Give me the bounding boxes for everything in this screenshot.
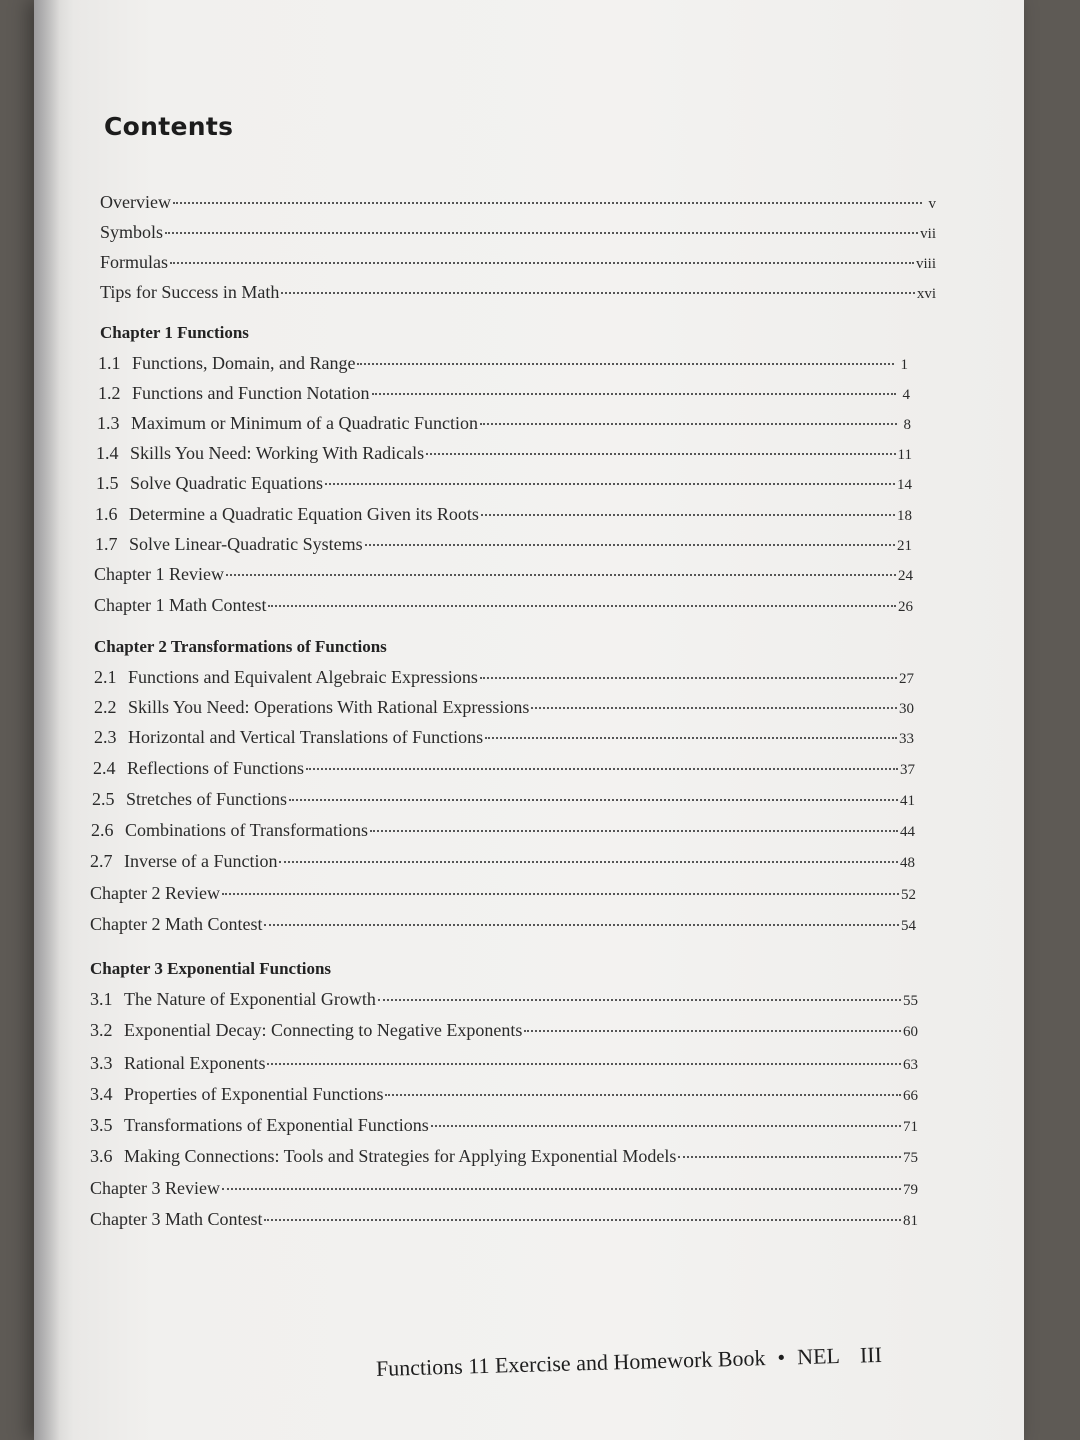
toc-entry-page: 33 — [899, 731, 914, 747]
toc-entry-label — [94, 697, 529, 718]
section-title: Exponential Decay: Connecting to Negative Exponents — [124, 1020, 523, 1040]
dot-leader — [481, 514, 895, 516]
toc-entry-label — [90, 851, 277, 872]
toc-entry-page: 11 — [897, 447, 912, 463]
dot-leader — [372, 393, 897, 395]
toc-entry-label: Formulas — [100, 252, 169, 272]
toc-entry-symbols — [100, 222, 936, 243]
toc-entry — [90, 883, 916, 904]
toc-entry-label — [90, 1115, 429, 1136]
page-footer — [376, 1342, 883, 1382]
section-number: 2.6 — [91, 820, 114, 840]
dot-leader — [279, 861, 898, 863]
dot-leader — [531, 707, 897, 709]
dot-leader — [289, 799, 898, 801]
section-number: 2.3 — [94, 727, 117, 747]
toc-entry-page: v — [928, 196, 936, 212]
section-number: 1.2 — [98, 383, 121, 403]
dot-leader — [222, 893, 899, 895]
toc-entry-page: 14 — [897, 477, 912, 493]
toc-entry-label — [92, 789, 287, 810]
toc-entry-page: 48 — [900, 855, 915, 871]
toc-entry — [96, 443, 912, 464]
chapter-heading: Chapter 1 Functions — [100, 323, 249, 342]
dot-leader — [431, 1125, 901, 1127]
section-title: Inverse of a Function — [124, 851, 278, 871]
toc-entry-page: 63 — [903, 1057, 918, 1073]
toc-entry-page: 4 — [902, 387, 910, 403]
dot-leader — [281, 292, 914, 294]
toc-entry-page: 81 — [903, 1213, 918, 1229]
section-number: 1.4 — [96, 443, 119, 463]
toc-entry-label — [90, 1146, 676, 1167]
section-number: 1.5 — [96, 473, 119, 493]
dot-leader — [306, 768, 898, 770]
section-title: Stretches of Functions — [126, 789, 287, 809]
toc-entry — [96, 473, 912, 494]
toc-entry — [90, 914, 916, 935]
dot-leader — [524, 1030, 901, 1032]
toc-entry-page: 26 — [898, 599, 913, 615]
section-title: Reflections of Functions — [127, 758, 304, 778]
section-number: 3.2 — [90, 1020, 113, 1040]
book-title: Functions 11 Exercise and Homework Book — [375, 1345, 766, 1381]
section-title: Transformations of Exponential Functions — [124, 1115, 429, 1135]
toc-entry-page: 71 — [903, 1119, 918, 1135]
dot-leader — [385, 1094, 901, 1096]
toc-entry-page: 18 — [897, 508, 912, 524]
toc-entry — [90, 1084, 918, 1105]
section-title: Functions, Domain, and Range — [132, 353, 356, 373]
section-title: Functions and Equivalent Algebraic Expressions — [128, 667, 478, 687]
dot-leader — [370, 830, 898, 832]
toc-entry-page: 55 — [903, 993, 918, 1009]
section-title: Skills You Need: Operations With Rational Expressions — [128, 697, 530, 717]
toc-entry — [95, 534, 912, 555]
toc-entry-formulas — [100, 252, 936, 273]
toc-entry-page: 60 — [903, 1024, 918, 1040]
section-number: 2.1 — [94, 667, 117, 687]
toc-entry-label — [97, 413, 478, 434]
toc-entry-label — [98, 353, 355, 374]
toc-entry — [90, 851, 915, 872]
dot-leader — [173, 202, 922, 204]
toc-entry — [90, 1178, 918, 1199]
toc-entry-page: 37 — [900, 762, 915, 778]
dot-leader — [378, 999, 901, 1001]
toc-entry-overview — [100, 192, 936, 213]
dot-leader — [325, 483, 895, 485]
toc-entry-page: 52 — [901, 887, 916, 903]
toc-entry — [94, 595, 913, 616]
page-title: Contents — [104, 112, 234, 141]
section-number: 3.5 — [90, 1115, 113, 1135]
section-title: Rational Exponents — [124, 1053, 266, 1073]
toc-entry-label — [95, 504, 479, 525]
chapter-heading: Chapter 2 Transformations of Functions — [94, 637, 387, 656]
toc-entry-label — [95, 534, 363, 555]
toc-entry-page: 44 — [900, 824, 915, 840]
footer-separator: • — [777, 1344, 786, 1370]
toc-entry-label — [90, 989, 376, 1010]
toc-entry-page: xvi — [916, 286, 936, 302]
toc-entry-page: 21 — [897, 538, 912, 554]
toc-entry-page: 79 — [903, 1182, 918, 1198]
toc-entry-tips — [100, 282, 936, 303]
toc-entry-page: 8 — [903, 417, 911, 433]
dot-leader — [264, 924, 899, 926]
section-title: Determine a Quadratic Equation Given its Roots — [129, 504, 479, 524]
section-number: 3.1 — [90, 989, 113, 1009]
toc-entry-label — [96, 473, 323, 494]
toc-entry-label: Tips for Success in Math — [100, 282, 280, 302]
toc-entry — [90, 1020, 918, 1041]
toc-entry — [94, 564, 913, 585]
toc-entry-label — [90, 1053, 265, 1074]
book-page — [34, 0, 1024, 1440]
toc-entry — [90, 1209, 918, 1230]
toc-entry-label — [98, 383, 370, 404]
section-title: Solve Quadratic Equations — [130, 473, 323, 493]
section-number: 3.6 — [90, 1146, 113, 1166]
toc-entry — [90, 1115, 918, 1136]
toc-entry-label — [96, 443, 424, 464]
section-number: 1.7 — [95, 534, 118, 554]
toc-entry-label: Chapter 1 Review — [94, 564, 224, 584]
toc-entry-page: 1 — [900, 357, 908, 373]
section-number: 2.5 — [92, 789, 115, 809]
toc-entry-label: Chapter 2 Math Contest — [90, 914, 263, 934]
toc-entry-label — [91, 820, 368, 841]
toc-entry-label: Chapter 3 Review — [90, 1178, 220, 1198]
toc-entry-label: Symbols — [100, 222, 164, 242]
toc-entry-page: 54 — [901, 918, 916, 934]
toc-entry — [94, 727, 914, 748]
section-number: 3.4 — [90, 1084, 113, 1104]
toc-entry-label — [93, 758, 304, 779]
toc-entry-page: 41 — [900, 793, 915, 809]
toc-entry-page: 66 — [903, 1088, 918, 1104]
dot-leader — [267, 1063, 901, 1065]
toc-entry-page: viii — [915, 256, 936, 272]
toc-entry — [98, 353, 908, 374]
dot-leader — [426, 453, 895, 455]
toc-entry — [90, 989, 918, 1010]
toc-entry — [92, 789, 915, 810]
toc-entry-label — [94, 727, 483, 748]
section-number: 1.6 — [95, 504, 118, 524]
dot-leader — [678, 1156, 901, 1158]
section-number: 1.1 — [98, 353, 121, 373]
section-title: Functions and Function Notation — [132, 383, 370, 403]
section-title: Making Connections: Tools and Strategies for Applying Exponential Models — [124, 1146, 677, 1166]
dot-leader — [222, 1188, 901, 1190]
dot-leader — [480, 423, 897, 425]
toc-entry-label: Chapter 1 Math Contest — [94, 595, 267, 615]
section-title: Horizontal and Vertical Translations of Functions — [128, 727, 484, 747]
toc-entry-label: Chapter 3 Math Contest — [90, 1209, 263, 1229]
toc-entry — [94, 697, 914, 718]
section-number: 2.7 — [90, 851, 113, 871]
dot-leader — [226, 574, 896, 576]
section-title: Combinations of Transformations — [125, 820, 369, 840]
dot-leader — [170, 262, 914, 264]
toc-entry-label — [90, 1020, 522, 1041]
dot-leader — [357, 363, 894, 365]
toc-entry — [93, 758, 915, 779]
toc-entry — [90, 1146, 918, 1167]
section-number: 1.3 — [97, 413, 120, 433]
toc-entry — [98, 383, 910, 404]
toc-entry-page: 30 — [899, 701, 914, 717]
toc-entry — [91, 820, 915, 841]
section-title: Solve Linear-Quadratic Systems — [129, 534, 363, 554]
section-number: 3.3 — [90, 1053, 113, 1073]
dot-leader — [485, 737, 897, 739]
toc-entry-label — [90, 1084, 383, 1105]
section-title: Properties of Exponential Functions — [124, 1084, 384, 1104]
toc-entry-label — [94, 667, 478, 688]
section-title: Skills You Need: Working With Radicals — [130, 443, 425, 463]
dot-leader — [165, 232, 918, 234]
chapter-heading: Chapter 3 Exponential Functions — [90, 959, 332, 978]
toc-entry-page: 24 — [898, 568, 913, 584]
dot-leader — [365, 544, 895, 546]
dot-leader — [268, 605, 896, 607]
toc-entry — [90, 1053, 918, 1074]
toc-entry-page: 75 — [903, 1150, 918, 1166]
toc-entry — [95, 504, 912, 525]
toc-entry — [94, 667, 914, 688]
section-number: 2.4 — [93, 758, 116, 778]
section-title: The Nature of Exponential Growth — [124, 989, 376, 1009]
section-number: 2.2 — [94, 697, 117, 717]
toc-entry-label: Chapter 2 Review — [90, 883, 220, 903]
toc-entry-label: Overview — [100, 192, 171, 212]
toc-entry-page: 27 — [899, 671, 914, 687]
toc-entry-page: vii — [920, 226, 936, 242]
dot-leader — [480, 677, 897, 679]
publisher: NEL — [796, 1343, 841, 1370]
section-title: Maximum or Minimum of a Quadratic Function — [131, 413, 478, 433]
dot-leader — [264, 1219, 901, 1221]
toc-entry — [97, 413, 911, 434]
page-number: III — [859, 1341, 883, 1368]
